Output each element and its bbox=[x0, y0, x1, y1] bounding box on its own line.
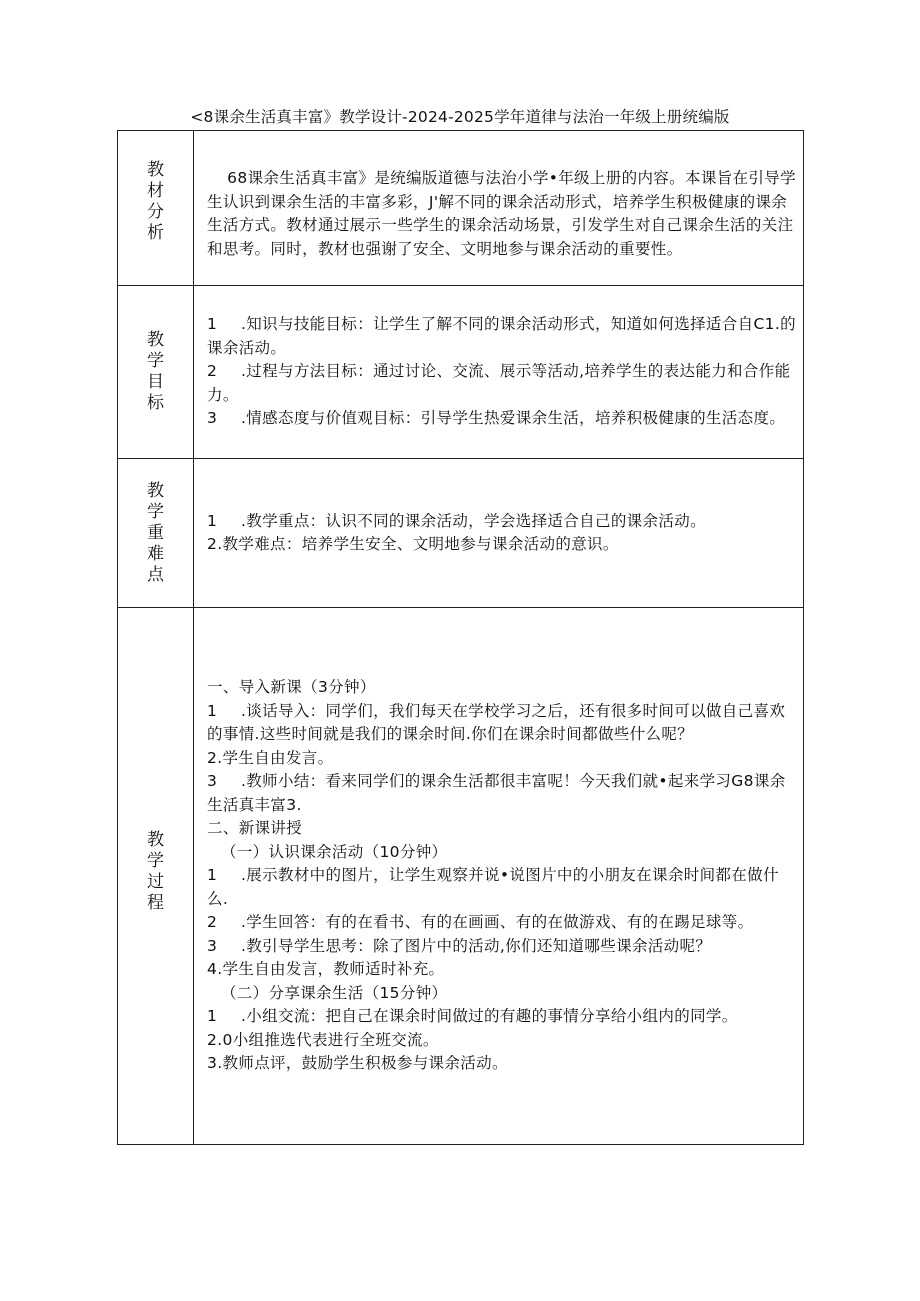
item-number: 1 bbox=[207, 315, 218, 334]
item-number: 2 bbox=[207, 362, 218, 381]
item-number: 1 bbox=[207, 866, 218, 885]
process-item: 2.0小组推选代表进行全班交流。 bbox=[207, 1030, 439, 1049]
row-label-cell bbox=[118, 286, 194, 459]
item-text: 2.教学难点：培养学生安全、文明地参与课余活动的意识。 bbox=[207, 535, 619, 553]
objective-item bbox=[207, 313, 797, 360]
objective-item bbox=[207, 407, 797, 431]
process-item bbox=[207, 700, 797, 747]
item-number: 1 bbox=[207, 1007, 218, 1026]
row-content-cell bbox=[194, 608, 804, 1145]
row-key-difficult-points bbox=[118, 459, 804, 608]
item-text: .教师小结：看来同学们的课余生活都很丰富呢！今天我们就•起来学习G8课余生活真丰富3. bbox=[207, 772, 786, 814]
row-content-cell bbox=[194, 459, 804, 608]
process-item: 2.学生自由发言。 bbox=[207, 748, 334, 767]
subsection-heading: （一）认识课余活动（10分钟） bbox=[220, 842, 448, 861]
row-label-cell bbox=[118, 131, 194, 286]
row-label: 教学过程 bbox=[147, 830, 164, 913]
item-text: .展示教材中的图片，让学生观察并说•说图片中的小朋友在课余时间都在做什么. bbox=[207, 866, 779, 908]
objective-item bbox=[207, 360, 797, 407]
row-label: 教学重难点 bbox=[147, 480, 164, 585]
lesson-plan-table bbox=[117, 130, 804, 1145]
row-content-cell bbox=[194, 131, 804, 286]
row-label-cell bbox=[118, 608, 194, 1145]
process-item: 3.教师点评，鼓励学生积极参与课余活动。 bbox=[207, 1054, 508, 1073]
process-item bbox=[207, 770, 797, 817]
row-label-cell bbox=[118, 459, 194, 608]
item-text: .过程与方法目标：通过讨论、交流、展示等活动,培养学生的表达能力和合作能力。 bbox=[207, 362, 791, 404]
item-number: 1 bbox=[207, 511, 218, 530]
document-title: <8课余生活真丰富》教学设计-2024-2025学年道律与法治一年级上册统编版 bbox=[190, 108, 730, 126]
row-label: 教学目标 bbox=[147, 330, 164, 413]
subsection-heading: （二）分享课余生活（15分钟） bbox=[220, 983, 448, 1002]
item-number: 3 bbox=[207, 936, 218, 955]
item-text: .小组交流：把自己在课余时间做过的有趣的事情分享给小组内的同学。 bbox=[241, 1007, 738, 1026]
item-text: .知识与技能目标：让学生了解不同的课余活动形式，知道如何选择适合自C1.的课余活动。 bbox=[207, 315, 796, 357]
section-heading: 二、新课讲授 bbox=[207, 819, 303, 838]
process-item bbox=[207, 1005, 797, 1029]
item-text: .教引导学生思考：除了图片中的活动,你们还知道哪些课余活动呢？ bbox=[241, 936, 712, 955]
key-point-item bbox=[207, 510, 797, 534]
textbook-analysis-paragraph: 68课余生活真丰富》是统编版道德与法治小学•年级上册的内容。本课旨在引导学生认识到课余生活的丰富多彩，J'解不同的课余活动形式，培养学生积极健康的课余生活方式。教材通过展示一些学生的课余活动场景，引发学生对自己课余生活的关注和思考。同时，教材也强谢了安全、文明地参与课余活动的重要性。 bbox=[207, 169, 796, 258]
item-text: .学生回答：有的在看书、有的在画画、有的在做游戏、有的在踢足球等。 bbox=[241, 913, 754, 932]
process-item bbox=[207, 935, 797, 959]
item-text: .谈话导入：同学们，我们每天在学校学习之后，还有很多时间可以做自己喜欢的事情.这些时间就是我们的课余时间.你们在课余时间都做些什么呢？ bbox=[207, 701, 786, 744]
process-item: 4.学生自由发言，教师适时补充。 bbox=[207, 960, 445, 979]
row-teaching-process bbox=[118, 608, 804, 1145]
section-heading: 一、导入新课（3分钟） bbox=[207, 678, 376, 697]
process-item bbox=[207, 911, 797, 935]
process-item bbox=[207, 864, 797, 911]
row-teaching-objectives bbox=[118, 286, 804, 459]
item-text: .教学重点：认识不同的课余活动，学会选择适合自己的课余活动。 bbox=[241, 511, 706, 530]
key-point-item bbox=[207, 533, 797, 557]
row-textbook-analysis bbox=[118, 131, 804, 286]
row-content-cell bbox=[194, 286, 804, 459]
item-number: 3 bbox=[207, 409, 218, 428]
row-label: 教材分析 bbox=[147, 160, 164, 243]
item-number: 3 bbox=[207, 772, 218, 791]
item-text: .情感态度与价值观目标：引导学生热爱课余生活，培养积极健康的生活态度。 bbox=[241, 409, 786, 428]
item-number: 2 bbox=[207, 913, 218, 932]
item-number: 1 bbox=[207, 701, 218, 720]
